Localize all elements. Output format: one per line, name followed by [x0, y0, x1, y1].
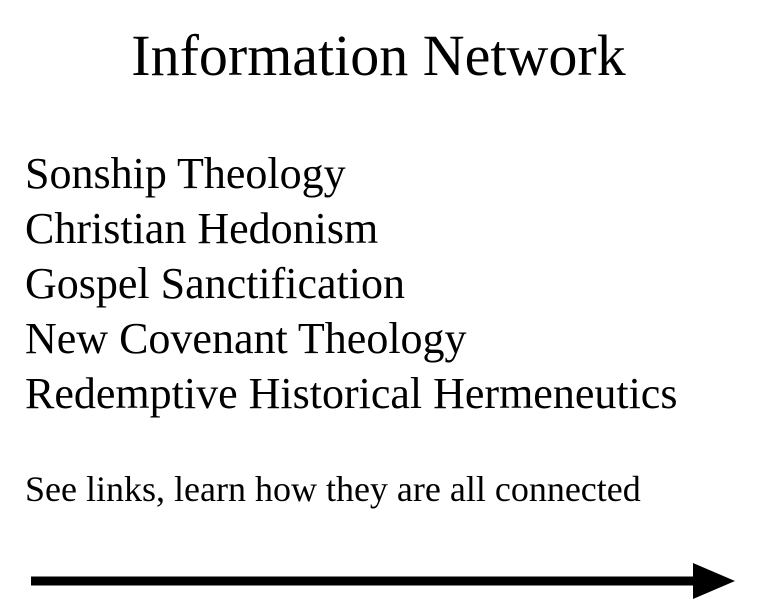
topic-item: New Covenant Theology	[25, 314, 467, 363]
topic-item: Christian Hedonism	[25, 204, 379, 253]
topic-item: Sonship Theology	[25, 149, 346, 198]
topic-list	[25, 146, 677, 421]
topic-item: Gospel Sanctification	[25, 259, 406, 308]
page-title: Information Network	[131, 23, 626, 88]
tagline-text: See links, learn how they are all connected	[25, 469, 641, 509]
topic-item: Redemptive Historical Hermeneutics	[25, 369, 678, 418]
right-arrow-icon	[0, 550, 757, 610]
